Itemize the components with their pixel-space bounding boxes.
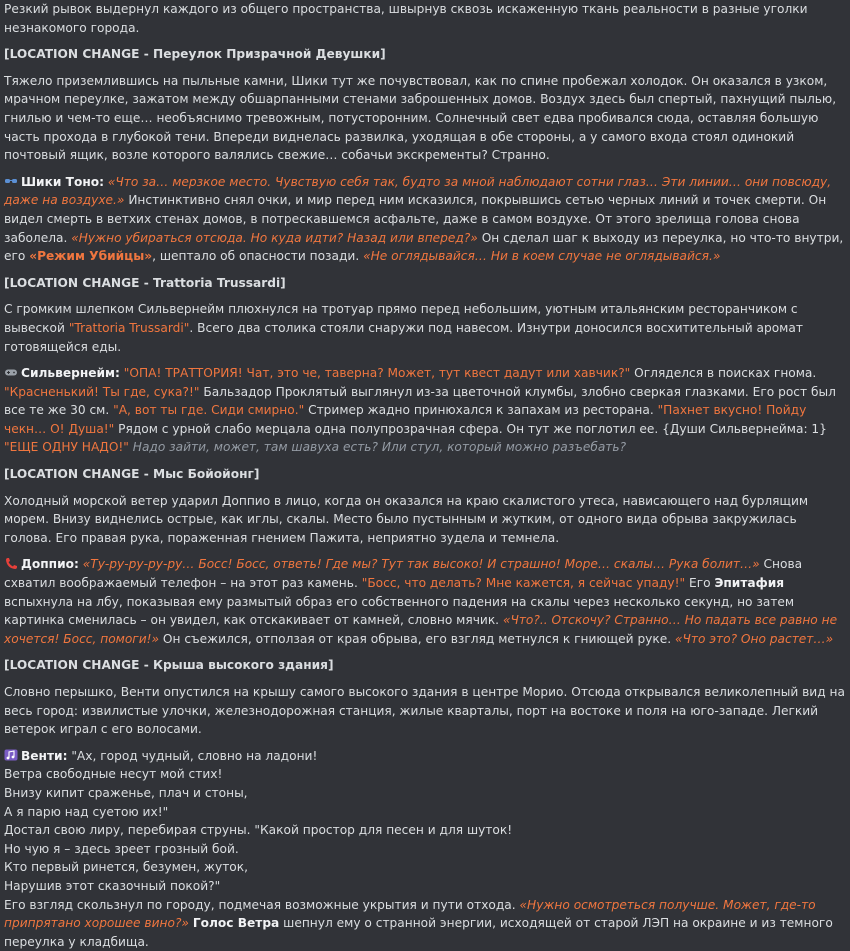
verse-line: Нарушив этот сказочный покой?"	[4, 878, 221, 893]
quote: "А, вот ты где. Сиди смирно."	[113, 403, 305, 418]
verse-line: Ветра свободные несут мой стих!	[4, 767, 223, 782]
epitaph-term: Эпитафия	[714, 576, 785, 591]
narration: Он сделал шаг к выходу из переулка, но что-то внутри, его	[4, 230, 844, 264]
character-post-venti	[4, 747, 846, 951]
quote: "Пахнет вкусно! Пойду чекн… О! Душа!"	[4, 403, 807, 436]
narration: Его взгляд скользнул по городу, подмечая возможные укрытия и пути отхода.	[4, 897, 516, 912]
quote: «Ту-ру-ру-ру-ру… Босс! Босс, ответь! Где мы? Тут так высоко! И страшно! Море… скалы… Рука болит…»	[82, 557, 760, 572]
verse-line: Достал свою лиру, перебирая струны. "Какой простор для песен и для шуток!	[4, 823, 513, 838]
inner-thought: Надо зайти, может, там шавуха есть? Или стул, который можно разъебать?	[132, 440, 627, 455]
location-description-4: Словно перышко, Венти опустился на крышу самого высокого здания в центре Морио. Отсюда открывался великолепный вид на весь город: извилистые улочки, железнодорожная станция, жилые кварталы, порт на востоке и поля на юго-западе. Легкий ветерок играл с его волосами.	[4, 685, 845, 737]
location-description-1: Тяжело приземлившись на пыльные камни, Шики тут же почувствовал, как по спине пробежал холодок. Он оказался в узком, мрачном переулке, зажатом между обшарпанными стенами заброшенных домов. Воздух здесь был спертый, пахнущий пылью, гнилью и чем-то еще… необъяснимо тревожным, потусторонним. Солнечный свет едва пробивался сюда, оставляя большую часть прохода в глубокой тени. Впереди виднелась развилка, уходящая в обе стороны, а у самого входа стоял одинокий почтовый ящик, возле которого валялись свежие… собачьи экскременты? Странно.	[4, 73, 837, 163]
quote: "Босс, что делать? Мне кажется, я сейчас упаду!"	[361, 576, 686, 591]
speaker-name-shiki: Шики Тоно:	[21, 174, 105, 189]
verse-line: Но чую я – здесь зреет грозный бой.	[4, 841, 239, 856]
quote: "ЕЩЕ ОДНУ НАДО!"	[4, 440, 129, 455]
narration: Снова схватил воображаемый телефон – на этот раз камень.	[4, 557, 803, 591]
wind-voice-term: Голос Ветра	[192, 916, 280, 931]
killer-mode-term: «Режим Убийцы»	[29, 249, 153, 264]
narration: Инстинктивно снял очки, и мир перед ним исказился, покрывшись сетью черных линий и точек смерти. Он видел смерть в ветхих стенах домов, в потрескавшемся асфальте, даже в самом воздухе. От этого зрелища голова снова заболела.	[4, 193, 827, 245]
narration: С громким шлепком Сильвернейм плюхнулся на тротуар прямо перед небольшим, уютным итальянским ресторанчиком с вывеской	[4, 302, 798, 335]
speaker-name-silvername: Сильвернейм:	[21, 366, 120, 381]
music-note-icon	[4, 749, 18, 761]
quote: "Красненький! Ты где, сука?!"	[4, 384, 200, 399]
narration: Его	[689, 576, 711, 591]
narration: Огляделся в поисках гнома.	[634, 366, 817, 381]
verse-line: Кто первый ринется, безумен, жуток,	[4, 860, 248, 875]
quote: «Что это? Оно растет…»	[675, 631, 834, 646]
location-description-3: Холодный морской ветер ударил Доппио в лицо, когда он оказался на краю скалистого утеса, нависающего над бурлящим морем. Внизу виднелись острые, как иглы, скалы. Место было пустынным и жутким, от одного вида обрыва закружилась голова. Его правая рука, пораженная гнением Пажита, неприятно зудела и темнела.	[4, 493, 809, 545]
restaurant-sign: "Trattoria Trussardi"	[68, 320, 190, 335]
location-header-2: [LOCATION CHANGE - Trattoria Trussardi]	[4, 275, 286, 290]
narration: , шептало об опасности позади.	[152, 249, 360, 264]
venti-closing	[4, 896, 846, 951]
verse-line: Венти: "Ах, город чудный, словно на ладони!	[4, 747, 846, 766]
quote: «Не оглядывайся… Ни в коем случае не оглядывайся.»	[363, 249, 721, 264]
speaker-name-doppio: Доппио:	[21, 557, 79, 572]
location-description-2	[4, 300, 846, 356]
quote: «Нужно убираться отсюда. Но куда идти? Назад или вперед?»	[71, 230, 478, 245]
speaker-name-venti: Венти:	[21, 748, 68, 763]
quote: «Что за… мерзкое место. Чувствую себя так, будто за мной наблюдают сотни глаз… Эти линии… они повсюду, даже на воздухе.»	[4, 174, 832, 208]
narration: Бальзадор Проклятый выглянул из-за цветочной клумбы, злобно сверкая глазками. Его рост был все те же 30 см.	[4, 384, 836, 418]
character-post-doppio	[4, 555, 846, 648]
character-post-silvername	[4, 364, 846, 457]
location-header-1: [LOCATION CHANGE - Переулок Призрачной Девушки]	[4, 47, 386, 62]
narration: Рядом с урной слабо мерцала одна полупрозрачная сфера. Он тут же поглотил ее. {Души Сильвернейма: 1}	[118, 421, 827, 436]
verse-line: А я парю над суетою их!"	[4, 804, 169, 819]
quote: «Нужно осмотреться получше. Может, где-то припрятано хорошее вино?»	[4, 897, 816, 931]
intro-text: Резкий рывок выдернул каждого из общего пространства, швырнув сквозь искаженную ткань реальности в разные уголки незнакомого города.	[4, 2, 808, 35]
narration: Стример жадно принюхался к запахам из ресторана.	[308, 403, 654, 418]
telephone-icon	[4, 557, 18, 569]
narration: . Всего два столика стояли снаружи под навесом. Изнутри доносился восхитительный аромат готовящейся еды.	[4, 320, 803, 354]
gamepad-icon	[4, 366, 18, 378]
character-post-shiki	[4, 173, 846, 266]
narration: шепнул ему о странной энергии, исходящей от старой ЛЭП на окраине и из темного переулка у кладбища.	[4, 916, 833, 949]
quote: «Что?.. Отскочу? Странно… Но падать все равно не хочется! Босс, помоги!»	[4, 613, 838, 646]
verse-line: Внизу кипит сраженье, плач и стоны,	[4, 785, 248, 800]
narration: Он съежился, отползая от края обрыва, его взгляд метнулся к гниющей руке.	[162, 631, 672, 646]
sunglasses-icon	[4, 175, 18, 187]
location-header-4: [LOCATION CHANGE - Крыша высокого здания]	[4, 658, 334, 673]
narration: вспыхнула на лбу, показывая ему размытый образ его собственного падения на скалы через несколько секунд, но затем картинка сменилась – он увидел, как отскакивает от камней, словно мячик.	[4, 594, 795, 628]
location-header-3: [LOCATION CHANGE - Мыс Бойойонг]	[4, 467, 260, 482]
quote: "ОПА! ТРАТТОРИЯ! Чат, это че, таверна? Может, тут квест дадут или хавчик?"	[123, 366, 631, 381]
